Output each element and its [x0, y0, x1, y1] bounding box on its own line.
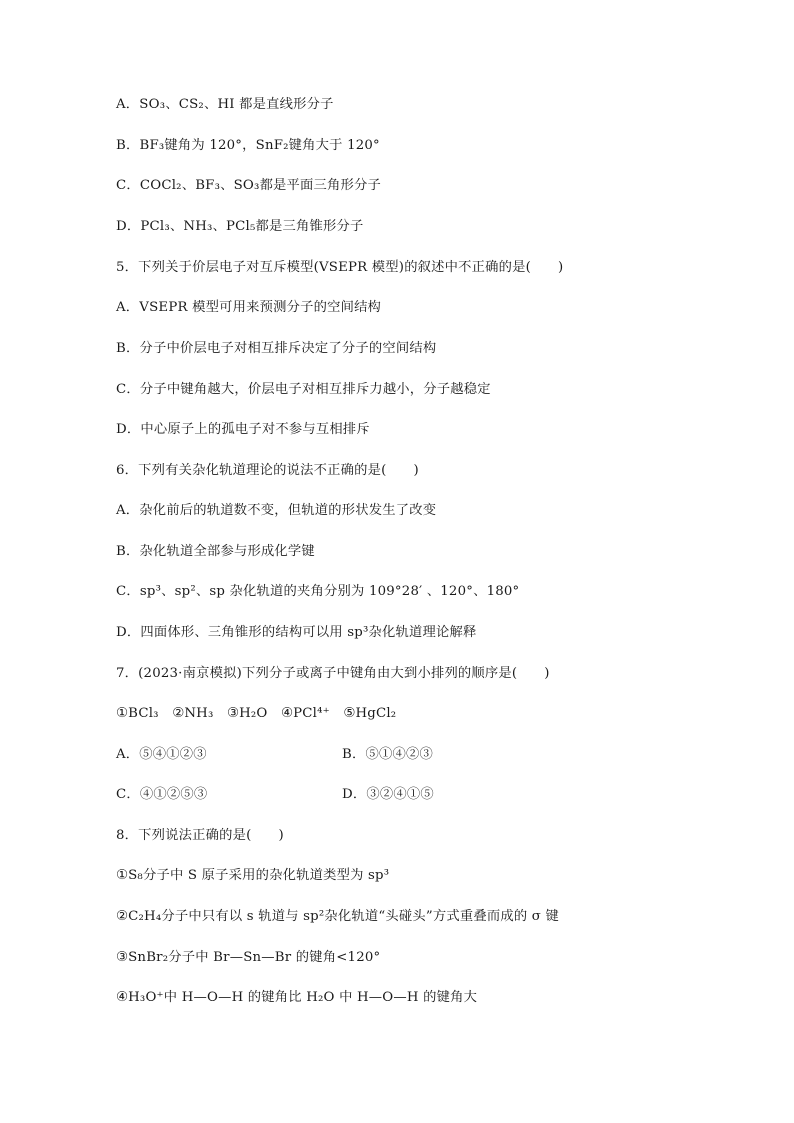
q7-option-a: A．⑤④①②③	[116, 747, 207, 762]
q8-statement-4: ④H₃O⁺中 H—O—H 的键角比 H₂O 中 H—O—H 的键角大	[116, 990, 478, 1005]
q4-option-a: A．SO₃、CS₂、HI 都是直线形分子	[116, 97, 334, 112]
q6-option-d: D．四面体形、三角锥形的结构可以用 sp³杂化轨道理论解释	[116, 625, 477, 640]
q7-option-b: B．⑤①④②③	[342, 747, 433, 762]
q8-statement-2: ②C₂H₄分子中只有以 s 轨道与 sp²杂化轨道“头碰头”方式重叠而成的 σ 键	[116, 909, 559, 924]
q5-option-a: A．VSEPR 模型可用来预测分子的空间结构	[116, 300, 382, 315]
q5-option-d: D．中心原子上的孤电子对不参与互相排斥	[116, 422, 370, 437]
q4-option-d: D．PCl₃、NH₃、PCl₅都是三角锥形分子	[116, 219, 364, 234]
q7-stem: 7．(2023·南京模拟)下列分子或离子中键角由大到小排列的顺序是( )	[116, 666, 550, 681]
q5-option-c: C．分子中键角越大，价层电子对相互排斥力越小，分子越稳定	[116, 382, 491, 397]
q7-option-d: D．③②④①⑤	[342, 787, 434, 802]
q6-option-a: A．杂化前后的轨道数不变，但轨道的形状发生了改变	[116, 503, 437, 518]
q6-option-b: B．杂化轨道全部参与形成化学键	[116, 544, 315, 559]
q4-option-c: C．COCl₂、BF₃、SO₃都是平面三角形分子	[116, 178, 382, 193]
q7-option-c: C．④①②⑤③	[116, 787, 208, 802]
q8-stem: 8．下列说法正确的是( )	[116, 828, 284, 843]
q8-statement-1: ①S₈分子中 S 原子采用的杂化轨道类型为 sp³	[116, 868, 390, 883]
q6-stem: 6．下列有关杂化轨道理论的说法不正确的是( )	[116, 463, 419, 478]
q6-option-c: C．sp³、sp²、sp 杂化轨道的夹角分别为 109°28′ 、120°、180°	[116, 584, 520, 599]
q7-items: ①BCl₃ ②NH₃ ③H₂O ④PCl⁴⁺ ⑤HgCl₂	[116, 706, 397, 721]
q4-option-b: B．BF₃键角为 120°，SnF₂键角大于 120°	[116, 138, 380, 153]
q8-statement-3: ③SnBr₂分子中 Br—Sn—Br 的键角<120°	[116, 950, 381, 965]
q5-stem: 5．下列关于价层电子对互斥模型(VSEPR 模型)的叙述中不正确的是( )	[116, 260, 564, 275]
q5-option-b: B．分子中价层电子对相互排斥决定了分子的空间结构	[116, 341, 437, 356]
